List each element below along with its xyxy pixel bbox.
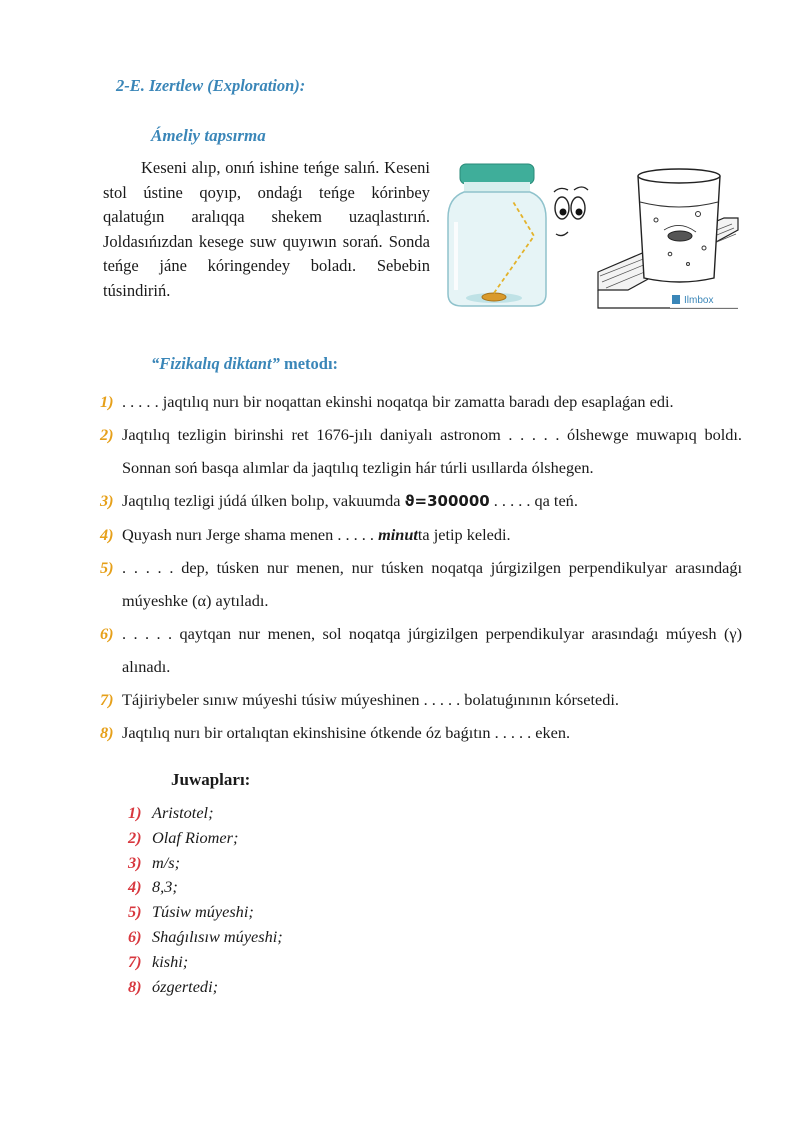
answer-text: Olaf Riomer;	[152, 827, 239, 847]
answer-text: Shaǵılısıw múyeshi;	[152, 926, 283, 946]
list-item	[100, 683, 742, 716]
answer-number: 6)	[128, 926, 142, 946]
question-text: Tájiriybeler sınıw múyeshi túsiw múyeshinen . . . . . bolatuǵınının kórsetedi.	[122, 690, 619, 709]
answer-text: Aristotel;	[152, 803, 214, 822]
question-number: 4)	[100, 525, 114, 544]
experiment-illustration	[442, 160, 740, 310]
list-item	[100, 418, 742, 484]
answer-text: m/s;	[152, 852, 181, 872]
section-title: 2-E. Izertlew (Exploration):	[116, 76, 306, 95]
answer-number: 4)	[128, 877, 142, 897]
question-text: Quyash nurı Jerge shama menen . . . . .	[122, 525, 379, 544]
answer-text: kishi;	[152, 951, 189, 971]
list-item	[128, 925, 283, 950]
question-number: 8)	[100, 723, 114, 742]
list-item	[100, 617, 742, 683]
eye-icon	[554, 187, 588, 236]
question-text-end: . . . . . qa teń.	[489, 491, 578, 510]
list-item	[128, 875, 283, 900]
list-item	[128, 851, 283, 876]
list-item	[128, 900, 283, 925]
practical-task-text: Keseni alıp, onıń ishine teńge salıń. Keseni stol ústine qoyıp, ondaǵı teńge kórinbey qalatuǵın aralıqqa shekem uzaqlastırıń. Joldasıńızdan kesege suw quyıwın sorań. Sonda teńge jáne kóringendey boladı. Sebebin túsindiriń.	[103, 158, 430, 300]
watermark-text: Ilmbox	[684, 295, 714, 306]
answer-number: 3)	[128, 852, 142, 872]
answer-number: 1)	[128, 803, 142, 822]
list-item	[100, 716, 742, 749]
answers-list	[128, 801, 283, 999]
list-item	[128, 950, 283, 975]
question-number: 2)	[100, 425, 114, 444]
question-number: 5)	[100, 558, 114, 577]
question-number: 7)	[100, 690, 114, 709]
question-number: 6)	[100, 624, 114, 643]
list-item	[100, 484, 742, 518]
question-text: Jaqtılıq tezligin birinshi ret 1676-jılı daniyalı astronom . . . . . ólshewge muwapıq boldı. Sonnan soń basqa alımlar da jaqtılıq tezligin hár túrli usıllarda ólshegen.	[122, 425, 742, 477]
list-item	[100, 551, 742, 617]
answers-title: Juwapları:	[171, 770, 251, 789]
dictation-question-list	[100, 385, 742, 749]
list-item	[100, 385, 742, 418]
answer-number: 2)	[128, 827, 142, 847]
question-text: . . . . . dep, túsken nur menen, nur túsken noqatqa júrgizilgen perpendikulyar arasındaǵı múyeshke (α) aytıladı.	[122, 558, 742, 610]
question-text: Jaqtılıq nurı bir ortalıqtan ekinshisine ótkende óz baǵıtın . . . . . eken.	[122, 723, 571, 742]
question-text: . . . . . jaqtılıq nurı bir noqattan ekinshi noqatqa bir zamatta baradı dep esaplaǵan edi.	[122, 392, 674, 411]
question-text: . . . . . qaytqan nur menen, sol noqatqa júrgizilgen perpendikulyar arasındaǵı múyesh (γ) alınadı.	[122, 624, 742, 676]
answer-text: 8,3;	[152, 877, 178, 897]
answer-number: 5)	[128, 902, 142, 922]
answer-number: 8)	[128, 976, 142, 996]
speed-value: ϑ=300000	[404, 492, 490, 510]
practical-task-title: Ámeliy tapsırma	[151, 126, 266, 145]
jar-with-coin	[448, 164, 546, 306]
answer-number: 7)	[128, 951, 142, 971]
coin-icon	[482, 293, 506, 301]
question-number: 3)	[100, 491, 114, 510]
question-text-end: ta jetip keledi.	[417, 525, 511, 544]
question-text: Jaqtılıq tezligi júdá úlken bolıp, vakuumda	[122, 491, 405, 510]
list-item	[128, 801, 283, 826]
question-number: 1)	[100, 392, 114, 411]
dictation-title: “Fizikalıq diktant” metodı:	[151, 354, 339, 373]
list-item	[100, 518, 742, 551]
glass-with-water-on-table	[598, 169, 740, 308]
list-item	[128, 975, 283, 1000]
list-item	[128, 826, 283, 851]
answer-text: Túsiw múyeshi;	[152, 902, 254, 922]
answer-text: ózgertedi;	[152, 976, 219, 996]
emphasis-word: minut	[378, 525, 418, 544]
